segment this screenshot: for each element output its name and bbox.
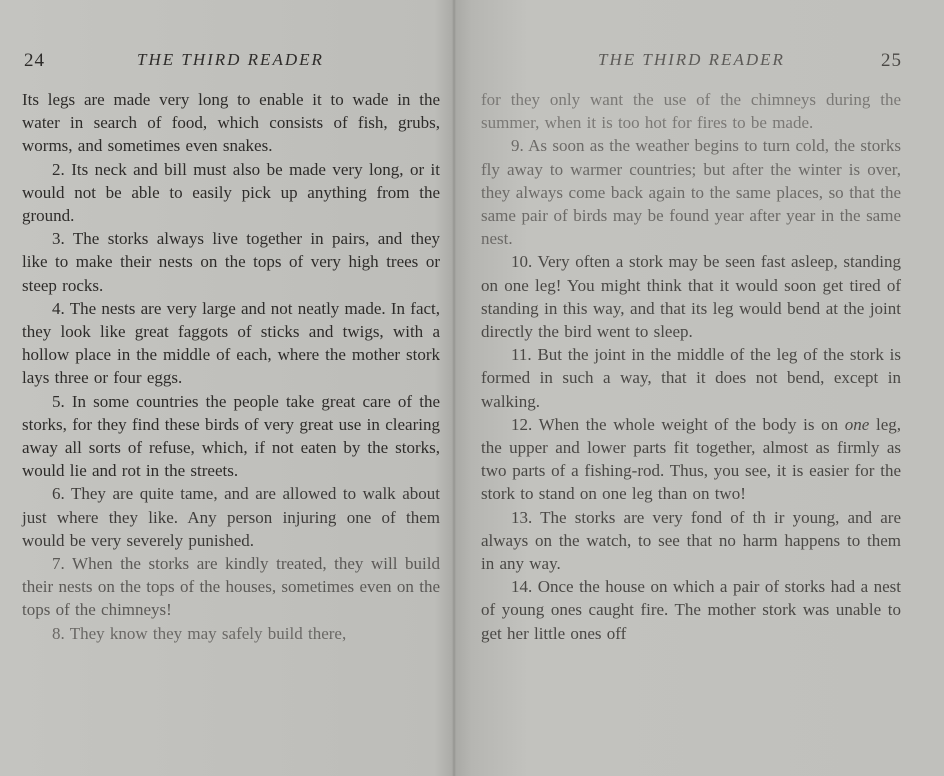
right-paragraph-continuation: for they only want the use of the chimneys during the summer, when it is too hot for fires to be made. <box>481 90 901 133</box>
right-running-title: THE THIRD READER <box>598 50 785 69</box>
right-paragraph-13: 13. The storks are very fond of th ir young, and are always on the watch, to see that no harm happens to them in any way. <box>481 507 901 574</box>
right-page-number: 25 <box>881 50 902 71</box>
para12-emphasis: one <box>844 414 870 434</box>
left-page <box>0 0 452 776</box>
left-paragraph-4: 4. The nests are very large and not neatly made. In fact, they look like great faggots of sticks and twigs, with a hollow place in the middle of each, where the mother stork lays three or four eggs. <box>22 298 441 388</box>
left-running-head <box>0 50 452 76</box>
right-page <box>456 0 944 776</box>
left-paragraph-3: 3. The storks always live together in pairs, and they like to make their nests on the tops of very high trees or steep rocks. <box>22 229 440 295</box>
left-paragraph-2: 2. Its neck and bill must also be made very long, or it would not be able to easily pick up anything from the ground. <box>22 159 440 226</box>
right-paragraph-10: 10. Very often a stork may be seen fast asleep, standing on one leg! You might think that it would soon get tired of standing in this way, and that its leg would bend at the joint directly the bird went to sleep. <box>481 252 901 342</box>
left-paragraph-6: 6. They are quite tame, and are allowed to walk about just where they like. Any person injuring one of them would be very severely punished. <box>22 484 440 550</box>
para12-before: 12. When the whole weight of the body is on <box>511 414 839 434</box>
para12-after: leg, the upper and lower parts fit together, almost as firmly as two parts of a fishing-rod. Thus, you see, it is easier for the stork to stand on one leg than on two! <box>481 414 901 504</box>
left-page-number: 24 <box>24 50 45 71</box>
left-paragraph-5: 5. In some countries the people take great care of the storks, for they find these birds of very great use in clearing away all sorts of refuse, which, if not eaten by the storks, would lie and rot in the streets. <box>22 391 440 481</box>
left-running-title: THE THIRD READER <box>137 50 324 69</box>
right-page-text <box>481 88 901 645</box>
right-paragraph-11: 11. But the joint in the middle of the leg of the stork is formed in such a way, that it does not bend, except in walking. <box>481 345 901 411</box>
right-paragraph-9: 9. As soon as the weather begins to turn cold, the storks fly away to warmer countries; but after the winter is over, they always come back again to the same places, so that the same pair of birds may be found year after year in the same nest. <box>481 136 901 249</box>
left-paragraph-1: Its legs are made very long to enable it to wade in the water in search of food, which consists of fish, grubs, worms, and sometimes even snakes. <box>22 90 440 156</box>
right-paragraph-12 <box>481 413 901 506</box>
left-paragraph-8: 8. They know they may safely build there, <box>52 623 347 643</box>
left-page-text <box>22 88 440 645</box>
left-paragraph-7: 7. When the storks are kindly treated, they will build their nests on the tops of the houses, sometimes even on the tops of the chimneys! <box>22 554 440 620</box>
right-paragraph-14: 14. Once the house on which a pair of storks had a nest of young ones caught fire. The mother stork was unable to get her little ones off <box>481 577 901 643</box>
right-running-head <box>456 50 944 76</box>
